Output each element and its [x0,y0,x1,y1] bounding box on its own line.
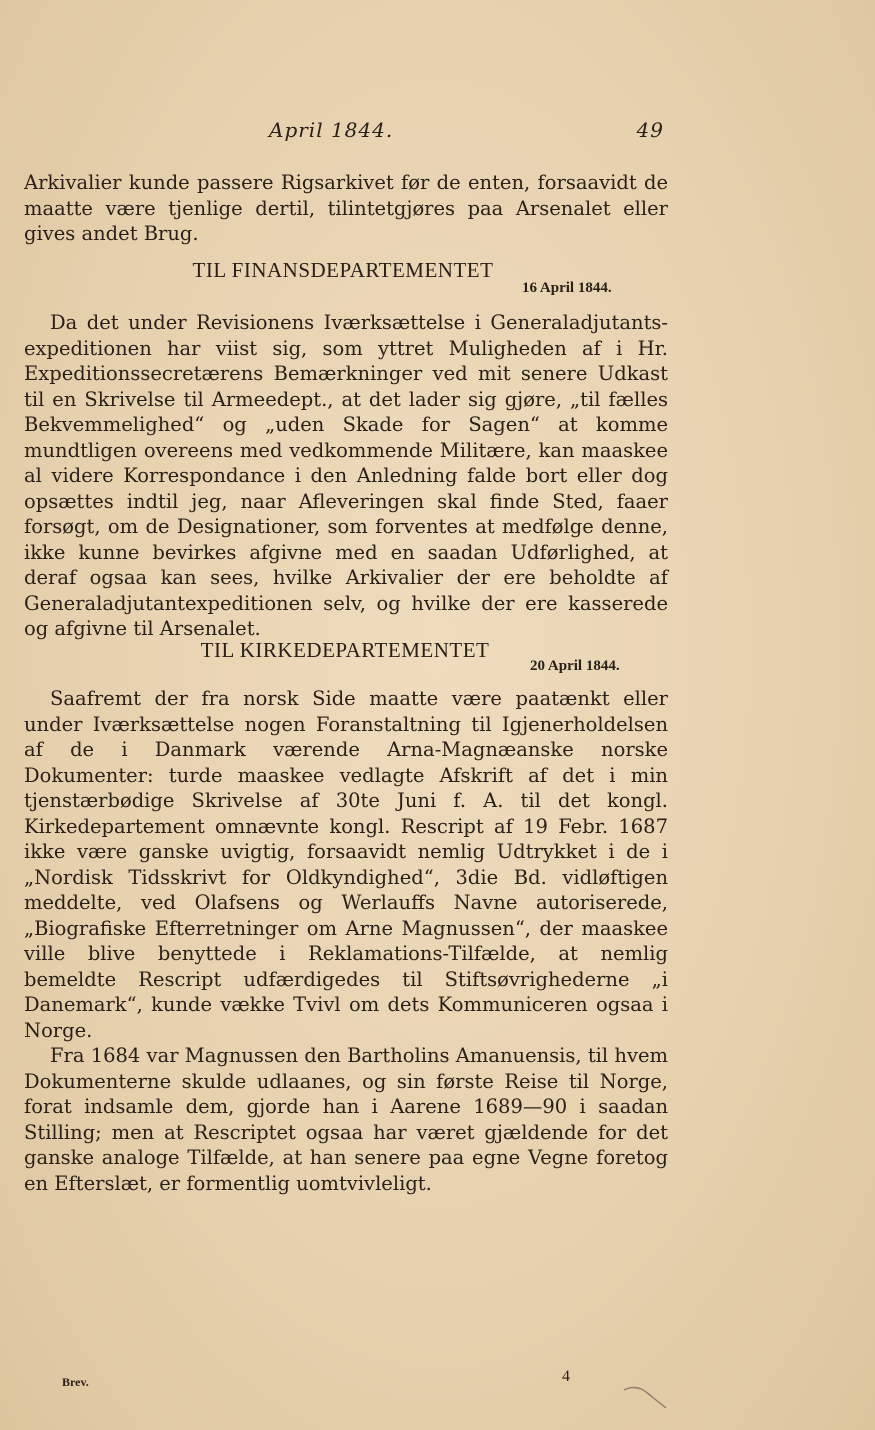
page-number: 49 [636,118,664,142]
signature-mark: Brev. [62,1375,89,1389]
sheet-number: 4 [562,1368,570,1385]
section-body-finans: Da det under Revisionens Iværksættelse i Generaladjutants-expeditionen har viist sig, som yttret Muligheden af i Hr. Expeditionssecretærens Bemærkninger ved mit senere Udkast til en Skrivelse til Armeedept., at det lader sig gjøre, „til fælles Bekvemmelighed“ og „uden Skade for Sagen“ at komme mundtligen overeens med vedkommende Militære, kan maaskee al videre Korrespondance i den Anledning falde bort eller dog opsættes indtil jeg, naar Afleveringen skal finde Sted, faaer forsøgt, om de Designationer, som forventes at medfølge denne, ikke kunne bevirkes afgivne med en saadan Udførlighed, at deraf ogsaa kan sees, hvilke Arkivalier der ere beholdte af Generaladjutantexpeditionen selv, og hvilke der ere kasserede og afgivne til Arsenalet. [24,311,668,640]
section-body-kirke-paragraph-1: Saafremt der fra norsk Side maatte være paatænkt eller under Iværksættelse nogen Foranstaltning til Igjenerholdelsen af de i Danmark værende Arna-Magnæanske norske Dokumenter: turde maaskee vedlagte Afskrift af det i min tjenstærbødige Skrivelse af 30te Juni f. A. til det kongl. Kirkedepartement omnævnte kongl. Rescript af 19 Febr. 1687 ikke være ganske uvigtig, forsaavidt nemlig Udtrykket i de i „Nordisk Tidsskrivt for Oldkyndighed“, 3die Bd. vidløftigen meddelte, ved Olafsens og Werlauffs Navne autoriserede, „Biografiske Efterretninger om Arne Magnussen“, der maaskee ville blive benyttede i Reklamations-Tilfælde, at nemlig bemeldte Rescript udfærdigedes til Stiftsøvrighederne „i Danemark“, kunde vække Tvivl om dets Kommuniceren ogsaa i Norge. [24,687,668,1042]
section-heading-kirke: TIL KIRKEDEPARTEMENTET [200,638,490,662]
intro-paragraph-block [24,170,668,247]
stray-mark-icon [622,1382,668,1412]
section-date-kirke: 20 April 1844. [530,658,620,674]
section-date-finans: 16 April 1844. [522,280,612,296]
section-body-kirke-block [24,686,668,1196]
running-title: April 1844. [269,118,394,142]
intro-paragraph: Arkivalier kunde passere Rigsarkivet før de enten, forsaavidt de maatte være tjenlige dertil, tilintetgjøres paa Arsenalet eller gives andet Brug. [24,171,668,245]
section-body-kirke-paragraph-2: Fra 1684 var Magnussen den Bartholins Amanuensis, til hvem Dokumenterne skulde udlaanes, og sin første Reise til Norge, forat indsamle dem, gjorde han i Aarene 1689—90 i saadan Stilling; men at Rescriptet ogsaa har været gjældende for det ganske analoge Tilfælde, at han senere paa egne Vegne foretog en Efterslæt, er formentlig uomtvivleligt. [24,1044,668,1195]
section-body-finans-block [24,310,668,642]
section-heading-finans: TIL FINANSDEPARTEMENTET [192,258,494,282]
